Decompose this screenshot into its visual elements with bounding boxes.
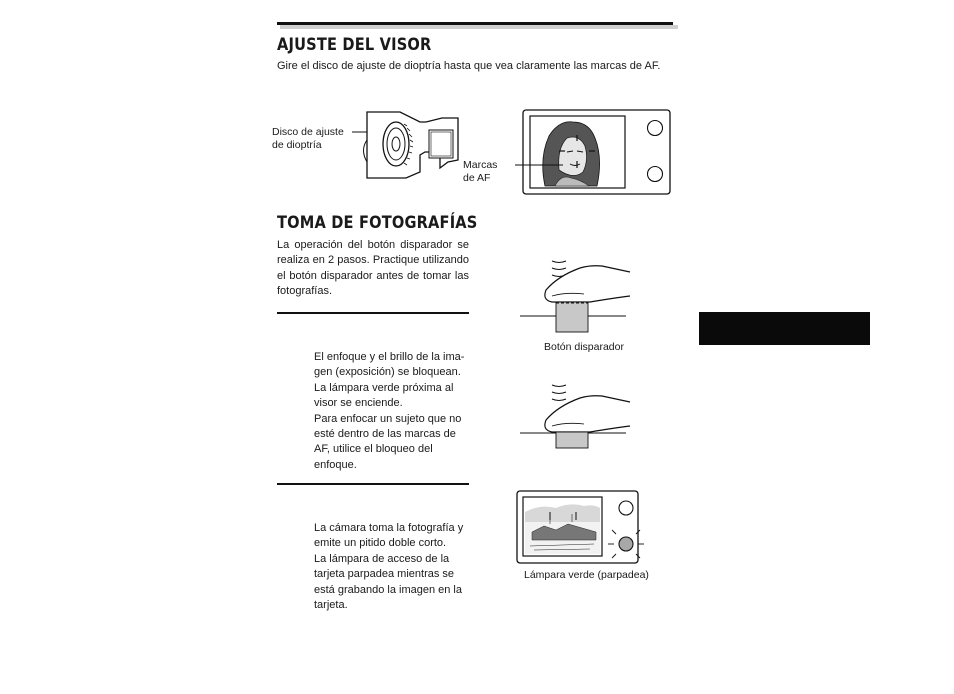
step2-line: tarjeta.: [314, 599, 348, 612]
diopter-label-line2: de dioptría: [272, 139, 322, 151]
step1-line: AF, utilice el bloqueo del: [314, 443, 433, 456]
step2-text: [314, 521, 469, 613]
green-lamp-caption: Lámpara verde (parpadea): [524, 569, 649, 581]
section-title-shooting: TOMA DE FOTOGRAFÍAS: [277, 213, 478, 233]
viewfinder-illustration: [515, 108, 675, 198]
section-title-viewfinder: AJUSTE DEL VISOR: [277, 35, 432, 55]
af-marks-label-line2: de AF: [463, 172, 491, 184]
viewfinder-instruction: Gire el disco de ajuste de dioptría hasta que vea claramente las marcas de AF.: [277, 60, 661, 72]
step1-line: gen (exposición) se bloquean.: [314, 366, 461, 379]
shooting-intro: La operación del botón disparador se realiza en 2 pasos. Practique utilizando el botón disparador antes de tomar las fotografías.: [277, 239, 469, 298]
af-marks-label: [463, 159, 497, 185]
step1-rule: [277, 312, 469, 314]
step1-line: Para enfocar un sujeto que no: [314, 412, 462, 425]
step1-line: visor se enciende.: [314, 397, 403, 410]
step2-rule: [277, 483, 469, 485]
step1-line: El enfoque y el brillo de la ima-: [314, 351, 465, 363]
step1-line: La lámpara verde próxima al: [314, 381, 454, 394]
step1-line: enfoque.: [314, 458, 357, 471]
step2-line: La cámara toma la fotografía y: [314, 522, 464, 534]
step2-line: La lámpara de acceso de la: [314, 552, 450, 565]
step2-line: tarjeta parpadea mientras se: [314, 568, 455, 581]
step2-line: emite un pitido doble corto.: [314, 537, 447, 550]
header-rule-shadow: [280, 25, 678, 29]
af-marks-label-line1: Marcas: [463, 159, 498, 171]
shutter-button-caption: Botón disparador: [544, 341, 624, 353]
header-rule: [277, 22, 673, 25]
diopter-dial-illustration: [330, 110, 470, 182]
half-press-illustration: [518, 256, 633, 334]
step2-line: está grabando la imagen en la: [314, 583, 462, 596]
step1-text: [314, 350, 469, 473]
diopter-label-line1: Disco de ajuste: [272, 126, 344, 138]
step1-line: esté dentro de las marcas de: [314, 428, 456, 441]
lamp-blink-illustration: [510, 488, 645, 566]
full-press-illustration: [518, 380, 633, 450]
section-tab: [699, 312, 870, 345]
